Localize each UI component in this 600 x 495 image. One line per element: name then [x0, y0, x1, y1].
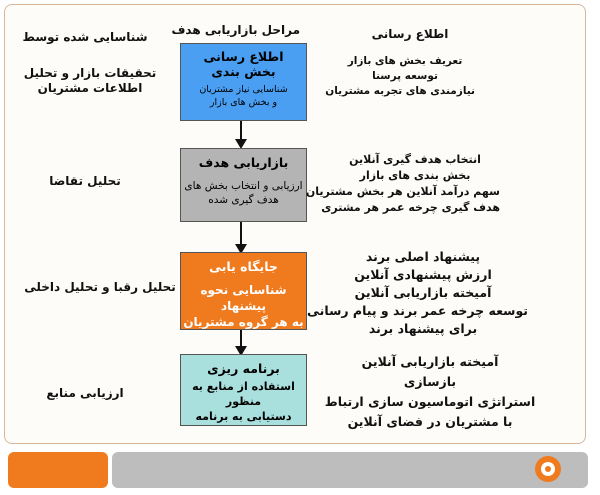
right-item-2: انتخاب هدف گیری آنلاین بخش بندی های بازار سهم درآمد آنلاین هر بخش مشتریان هدف گیری چرخه عمر هر مشتری: [305, 153, 500, 214]
footer-grey-bar: [112, 452, 588, 488]
stage-box-segmentation: اطلاع رسانی بخش بندی شناسایی نیاز مشتریان و بخش های بازار: [180, 43, 307, 121]
header-information: اطلاع رسانی: [371, 27, 449, 41]
right-item-3: پیشنهاد اصلی برند ارزش پیشنهادی آنلاین آمیخته بازاریابی آنلاین توسعه چرخه عمر برند و پیام رسانی برای پیشنهاد برند: [307, 249, 528, 336]
left-item-4: ارزیابی منابع: [46, 386, 124, 400]
stage-box-planning: برنامه ریزی استفاده از منابع به منظور دستیابی به برنامه: [180, 354, 307, 426]
left-item-2: تحلیل تقاضا: [49, 174, 121, 188]
broadcast-logo-icon: [535, 456, 561, 482]
arrow-1: [240, 121, 242, 141]
stage-box-targeting: بازاریابی هدف ارزیابی و انتخاب بخش های هدف گیری شده: [180, 148, 307, 222]
right-item-1: تعریف بخش های بازار توسعه پرسنا نیازمندی های تجربه مشتریان: [325, 55, 475, 97]
left-item-3: تحلیل رقبا و تحلیل داخلی: [24, 280, 176, 294]
arrow-3: [240, 330, 242, 348]
header-stages: مراحل بازاریابی هدف: [171, 23, 300, 37]
left-item-1: تحقیقات بازار و تحلیل اطلاعات مشتریان: [23, 66, 157, 95]
arrow-2: [240, 222, 242, 246]
header-identified-by: شناسایی شده توسط: [22, 30, 148, 44]
stage-box-positioning: جایگاه یابی شناسایی نحوه پیشنهاد به هر گروه مشتریان: [180, 252, 307, 330]
footer-orange-bar: [8, 452, 108, 488]
right-item-4: آمیخته بازاریابی آنلاین بازسازی استراتژی اتوماسیون سازی ارتباط با مشتریان در فضای آنلاین: [324, 354, 536, 429]
